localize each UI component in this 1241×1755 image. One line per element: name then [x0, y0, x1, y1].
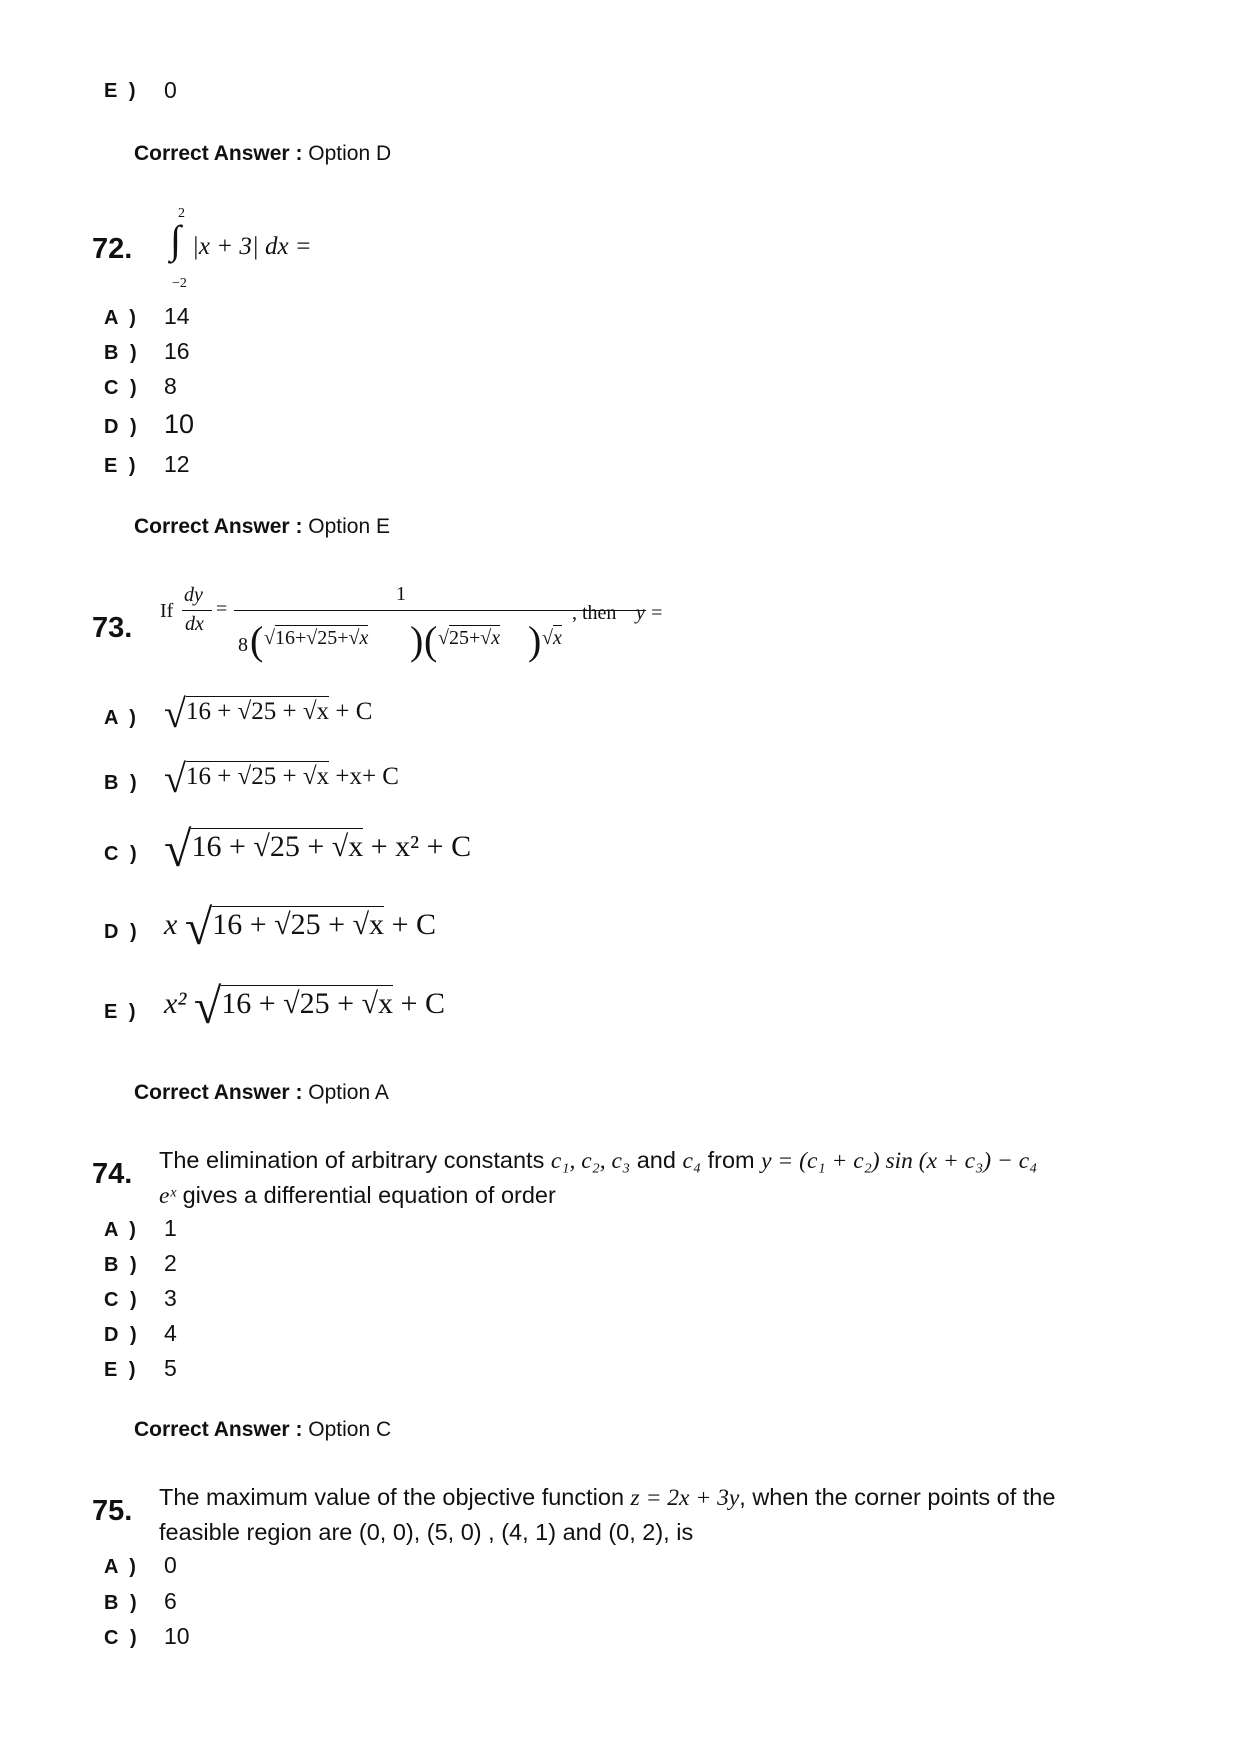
- radical-sign-icon: √: [164, 821, 192, 877]
- option-value: 6: [164, 1588, 177, 1614]
- expression-tail: + x² + C: [363, 830, 472, 863]
- radicand: 16 + √25 + √x: [185, 763, 330, 790]
- correct-answer-label: Correct Answer :: [134, 1418, 303, 1441]
- option-value: 0: [164, 77, 177, 103]
- correct-answer: [134, 142, 391, 166]
- question-number: 75.: [92, 1495, 133, 1527]
- option-expression: [164, 820, 471, 878]
- correct-answer-value: Option C: [308, 1418, 392, 1441]
- option-label: B ): [104, 1254, 140, 1276]
- question-number: 74.: [92, 1158, 133, 1190]
- option-label: C ): [104, 843, 140, 865]
- from-text: from: [707, 1147, 755, 1173]
- lower-limit: −2: [172, 276, 187, 291]
- correct-answer: [134, 515, 390, 539]
- radicand: 16 + √25 + √x: [212, 908, 385, 941]
- option-value: 12: [164, 451, 190, 477]
- option-value: 14: [164, 303, 190, 329]
- exponential: eˣ: [159, 1183, 177, 1209]
- left-paren: (: [424, 618, 438, 663]
- numerator-one: 1: [396, 583, 406, 605]
- equals-sign: =: [216, 598, 228, 620]
- fraction-bar: [182, 610, 212, 611]
- option-label: D ): [104, 921, 140, 943]
- radicand: 16 + √25 + √x: [191, 830, 364, 863]
- question-text-part: The maximum value of the objective function: [159, 1484, 625, 1510]
- option-value: 4: [164, 1320, 177, 1346]
- option-label: C ): [104, 377, 140, 399]
- question-line: [159, 1143, 1149, 1178]
- expression-tail: + C: [384, 908, 436, 941]
- correct-answer-value: Option D: [308, 142, 392, 165]
- option-label: B ): [104, 342, 140, 364]
- radical-sign-icon: √: [164, 691, 186, 736]
- and-text: and: [636, 1147, 676, 1173]
- question-expression: [160, 580, 700, 670]
- if-text: If: [160, 600, 174, 622]
- option-label: E ): [104, 1359, 139, 1381]
- radical-sign-icon: √: [184, 899, 213, 955]
- radicand: 16 + √25 + √x: [185, 698, 330, 725]
- question-line: [159, 1480, 1149, 1515]
- equation: y = (c₁ + c₂) sin (x + c₃) − c₄: [761, 1148, 1038, 1174]
- correct-answer: [134, 1081, 389, 1105]
- option-value: 3: [164, 1285, 177, 1311]
- dy-text: dy: [184, 584, 203, 606]
- expression-tail: +x+ C: [329, 763, 399, 790]
- left-paren: (: [250, 618, 264, 663]
- objective-function: z = 2x + 3y: [630, 1485, 740, 1511]
- y-equals: y =: [636, 602, 664, 624]
- expression-tail: + C: [329, 698, 373, 725]
- option-value: 0: [164, 1552, 177, 1578]
- option-label: A ): [104, 1219, 139, 1241]
- coefficient-eight: 8: [238, 634, 248, 656]
- constants: c₁, c₂, c₃: [550, 1148, 631, 1174]
- question-number: 72.: [92, 233, 133, 265]
- option-expression: [164, 755, 399, 802]
- option-label: C ): [104, 1289, 140, 1311]
- correct-answer-value: Option A: [308, 1081, 389, 1104]
- integral-sign-icon: ∫: [170, 217, 181, 262]
- radicand: 16 + √25 + √x: [221, 987, 394, 1020]
- root-expression: √16+√25+√x: [264, 627, 369, 649]
- option-label: A ): [104, 307, 139, 329]
- correct-answer: [134, 1418, 391, 1442]
- correct-answer-label: Correct Answer :: [134, 515, 303, 538]
- option-label: E ): [104, 1001, 139, 1023]
- option-label: B ): [104, 1592, 140, 1614]
- right-paren: ): [528, 618, 542, 663]
- expression-prefix: x: [164, 908, 178, 941]
- option-value: 8: [164, 373, 177, 399]
- radical-sign-icon: √: [164, 756, 186, 801]
- option-value: 10: [164, 409, 195, 439]
- option-expression: [164, 898, 436, 956]
- question-text-part: , when the corner points of the: [739, 1484, 1056, 1510]
- option-label: D ): [104, 1324, 140, 1346]
- option-value: 10: [164, 1623, 190, 1649]
- integral-expression: [168, 206, 328, 296]
- expression-prefix: x²: [164, 987, 187, 1020]
- correct-answer-label: Correct Answer :: [134, 1081, 303, 1104]
- option-expression: [164, 690, 372, 737]
- question-text-part: The elimination of arbitrary constants: [159, 1147, 545, 1173]
- radical-sign-icon: √: [193, 978, 222, 1034]
- option-expression: [164, 977, 445, 1035]
- question-number: 73.: [92, 612, 133, 644]
- correct-answer-label: Correct Answer :: [134, 142, 303, 165]
- root-expression: √x: [542, 627, 562, 649]
- constant-c4: c₄: [682, 1148, 702, 1174]
- option-label: A ): [104, 707, 139, 729]
- question-text-part: gives a differential equation of order: [182, 1182, 556, 1208]
- question-line: feasible region are (0, 0), (5, 0) , (4, 1) and (0, 2), is: [159, 1519, 694, 1545]
- question-text: [159, 1143, 1149, 1213]
- option-label: E ): [104, 80, 139, 102]
- option-value: 5: [164, 1355, 177, 1381]
- option-label: D ): [104, 416, 140, 438]
- upper-limit: 2: [178, 206, 185, 221]
- option-value: 16: [164, 338, 190, 364]
- question-line: [159, 1178, 1149, 1213]
- integrand: |x + 3| dx =: [192, 233, 312, 260]
- then-text: , then: [572, 602, 617, 624]
- option-label: A ): [104, 1556, 139, 1578]
- option-value: 2: [164, 1250, 177, 1276]
- right-paren: ): [410, 618, 424, 663]
- expression-tail: + C: [393, 987, 445, 1020]
- option-label: C ): [104, 1627, 140, 1649]
- correct-answer-value: Option E: [308, 515, 390, 538]
- dx-text: dx: [185, 613, 204, 635]
- option-value: 1: [164, 1215, 177, 1241]
- question-text: [159, 1480, 1149, 1549]
- option-label: E ): [104, 455, 139, 477]
- option-label: B ): [104, 772, 140, 794]
- root-expression: √25+√x: [438, 627, 501, 649]
